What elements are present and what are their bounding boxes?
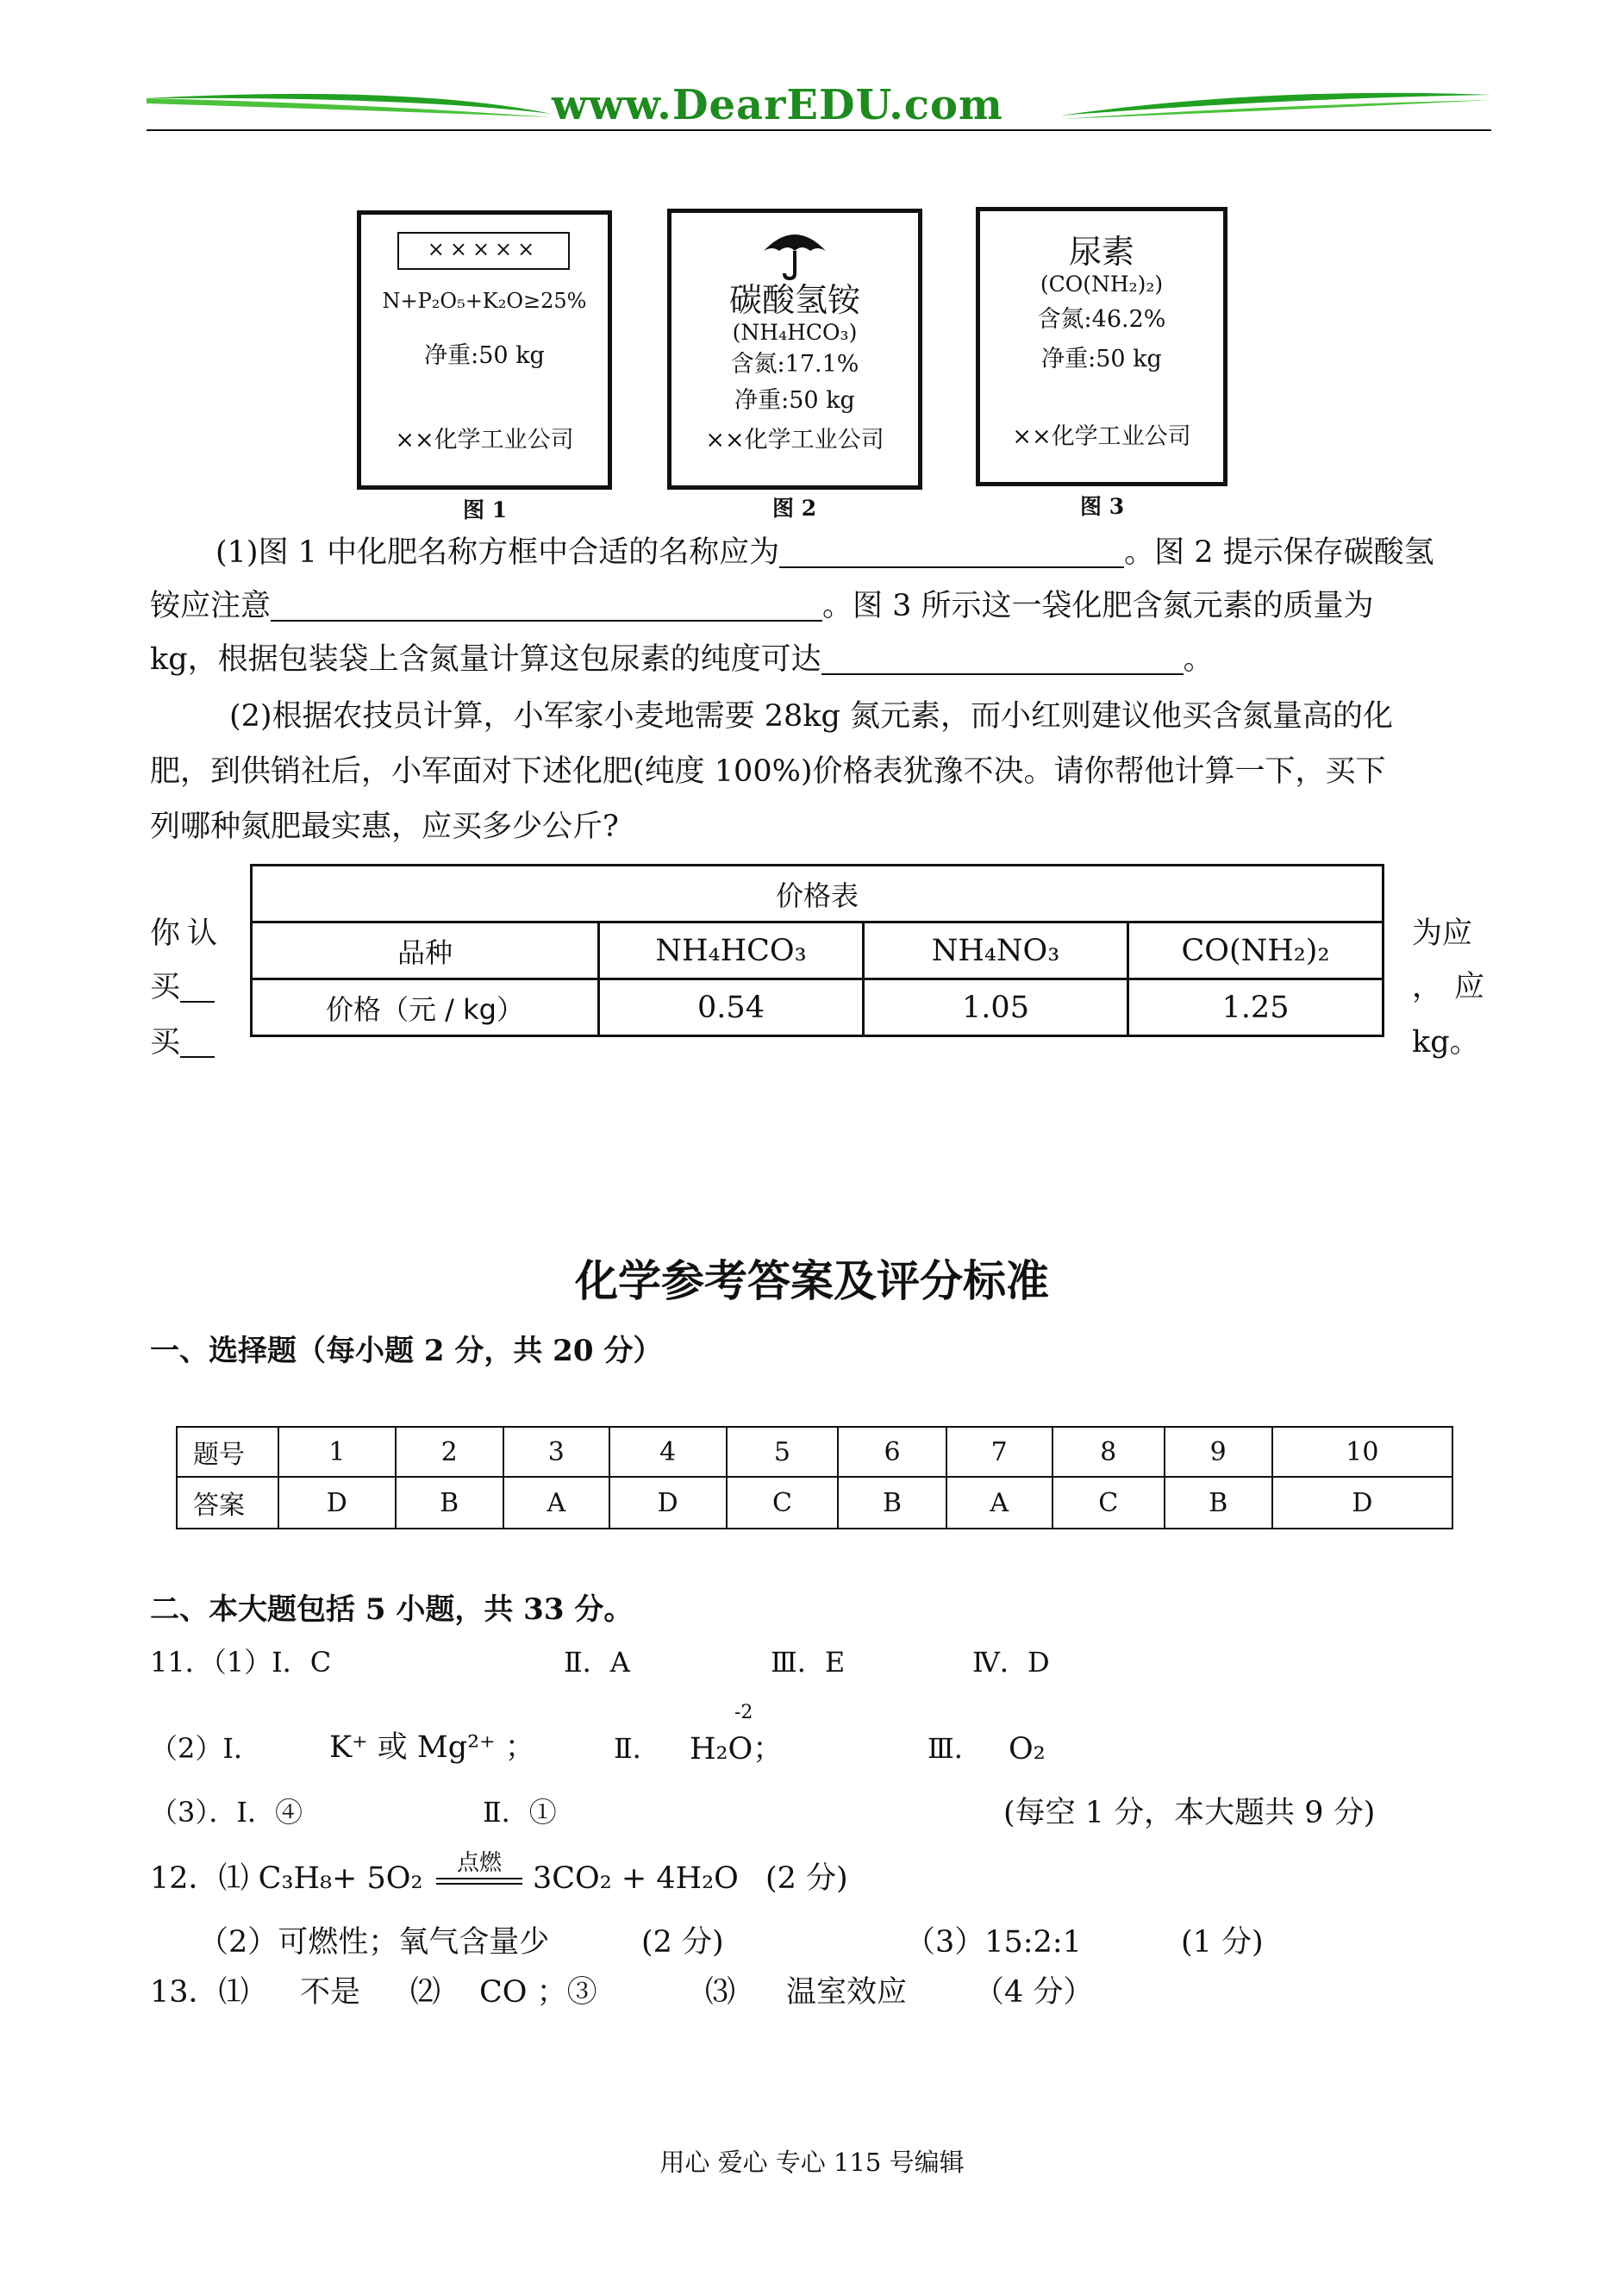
question-2-right-text-1: 为应 — [1412, 916, 1473, 951]
figure-1-composition: N+P₂O₅+K₂O≥25% — [382, 289, 587, 313]
q13-score: （4 分） — [974, 1975, 1094, 2010]
price-table-product: NH₄NO₃ — [864, 922, 1128, 979]
q12-part-2-score: (2 分) — [641, 1925, 724, 1960]
price-table-product: CO(NH₂)₂ — [1128, 922, 1384, 979]
question-2-line-1: (2)根据农技员计算，小军家小麦地需要 28kg 氮元素，而小红则建议他买含氮量高的化 — [229, 699, 1393, 734]
q12-equation-products: 3CO₂ + 4H₂O — [533, 1861, 739, 1896]
q11-part-2-roman-3: Ⅲ． — [928, 1732, 982, 1765]
answer-blank-fertilizer-name[interactable] — [779, 539, 1124, 568]
figure-2-weight: 净重:50 kg — [734, 387, 855, 414]
q13-part-3-label: ⑶ — [705, 1975, 736, 2010]
price-table-product-header: 品种 — [252, 922, 599, 979]
page-footer: 用心 爱心 专心 115 号编辑 — [659, 2148, 965, 2177]
q11-part-1: Ⅲ．E — [771, 1646, 846, 1679]
price-table-price: 1.05 — [864, 979, 1128, 1036]
question-1-line-1: (1)图 1 中化肥名称方框中合适的名称应为 。图 2 提示保存碳酸氢 — [215, 535, 1434, 570]
figure-1-bag — [357, 210, 612, 490]
question-2-left-text-3: 买 — [150, 1028, 215, 1058]
q11-part-3: （3）．Ⅰ．④ — [150, 1796, 303, 1829]
question-2-line-2: 肥，到供销社后，小军面对下述化肥(纯度 100%)价格表犹豫不决。请你帮他计算一下，买下 — [150, 754, 1386, 789]
price-table-price: 1.25 — [1128, 979, 1384, 1036]
q11-score-note: (每空 1 分，本大题共 9 分) — [1003, 1796, 1376, 1830]
price-table-price: 0.54 — [599, 979, 864, 1036]
q11-part-3: Ⅱ．① — [483, 1796, 557, 1829]
q11-part-1: Ⅱ．A — [564, 1646, 630, 1679]
q12-part-3: （3）15:2:1 — [905, 1925, 1082, 1960]
figure-3-weight: 净重:50 kg — [1041, 346, 1162, 372]
q13-part-2-label: ⑵ — [410, 1975, 441, 2010]
figure-1-weight: 净重:50 kg — [424, 342, 545, 369]
question-2-right-text-3: kg。 — [1412, 1025, 1480, 1060]
q13-label: 13．⑴ — [150, 1975, 249, 2010]
header-logo — [147, 79, 1491, 131]
price-table-product: NH₄HCO₃ — [599, 922, 864, 979]
figure-3-caption: 图 3 — [1080, 494, 1125, 519]
q12-part-2: （2）可燃性；氧气含量少 — [198, 1925, 550, 1960]
figure-1-caption: 图 1 — [463, 497, 508, 522]
question-2-line-3: 列哪种氮肥最实惠，应买多少公斤? — [150, 810, 619, 844]
q11-part-2-roman-2: Ⅱ． — [614, 1732, 660, 1765]
question-2-left-text-1: 你认 — [150, 916, 225, 951]
umbrella-icon — [760, 225, 829, 280]
section-1-heading: 一、选择题（每小题 2 分，共 20 分） — [150, 1334, 663, 1368]
q11-part-2-label: （2）Ⅰ． — [150, 1732, 262, 1765]
answer-key-table — [176, 1426, 1453, 1529]
q11-part-2-valence: -2 — [734, 1702, 753, 1723]
logo-text: www.DearEDU.com — [552, 81, 1003, 129]
price-table-price-header: 价格（元 / kg） — [252, 979, 599, 1036]
answers-title: 化学参考答案及评分标准 — [575, 1256, 1049, 1306]
answer-blank-storage-note[interactable] — [271, 592, 822, 622]
answer-key-numbers-row: 题号 1 2 3 4 5 6 7 8 9 10 — [177, 1427, 1452, 1477]
q12-equation-reactants: 12．⑴ C₃H₈+ 5O₂ — [150, 1861, 423, 1896]
q12-reaction-condition: 点燃 — [436, 1852, 522, 1885]
q13-answer-1: 不是 — [300, 1975, 361, 2010]
answer-blank-purity[interactable] — [821, 646, 1184, 675]
figure-3-bag — [976, 207, 1227, 486]
figure-3-nitrogen: 含氮:46.2% — [1037, 306, 1166, 333]
q12-score: (2 分) — [765, 1861, 848, 1896]
question-2-left-text-2: 买 — [150, 972, 215, 1003]
figure-2-company: ××化学工业公司 — [705, 427, 884, 453]
figure-2-nitrogen: 含氮:17.1% — [730, 351, 859, 378]
price-table-title: 价格表 — [252, 866, 1384, 922]
figure-3-company: ××化学工业公司 — [1012, 423, 1191, 450]
q11-part-1: Ⅳ．D — [972, 1646, 1050, 1679]
figure-2-caption: 图 2 — [772, 496, 817, 521]
q11-part-2-oxygen: O₂ — [1009, 1732, 1046, 1767]
q13-answer-2: CO ；③ — [479, 1975, 597, 2010]
figure-2-formula: (NH₄HCO₃) — [732, 320, 858, 345]
q13-answer-3: 温室效应 — [786, 1975, 908, 2010]
figure-2-bag — [667, 209, 922, 490]
q11-part-2-ions: K⁺ 或 Mg²⁺ ； — [329, 1730, 535, 1765]
figure-3-formula: (CO(NH₂)₂) — [1040, 272, 1164, 297]
figure-3-name: 尿素 — [1068, 233, 1134, 271]
q11-part-1: 11．（1）Ⅰ．C — [150, 1646, 332, 1679]
answer-key-choices-row: 答案 D B A D C B A C B D — [177, 1477, 1452, 1529]
q12-part-3-score: (1 分) — [1181, 1925, 1264, 1960]
figure-1-name-box: ××××× — [397, 232, 570, 270]
q11-part-2-water: H₂O； — [690, 1732, 784, 1767]
header-rule — [147, 129, 1491, 131]
answer-blank-amount[interactable] — [180, 1029, 215, 1058]
figure-1-company: ××化学工业公司 — [395, 427, 574, 453]
question-2-right-text-2: ，应 — [1412, 970, 1497, 1004]
question-1-line-2: 铵应注意 。图 3 所示这一袋化肥含氮元素的质量为 — [150, 589, 1374, 623]
section-2-heading: 二、本大题包括 5 小题，共 33 分。 — [150, 1592, 634, 1627]
question-1-line-3: kg，根据包装袋上含氮量计算这包尿素的纯度可达 。 — [150, 642, 1214, 677]
price-table — [250, 864, 1384, 1037]
figure-2-name: 碳酸氢铵 — [728, 281, 860, 319]
answer-blank-which-fertilizer[interactable] — [180, 973, 215, 1003]
